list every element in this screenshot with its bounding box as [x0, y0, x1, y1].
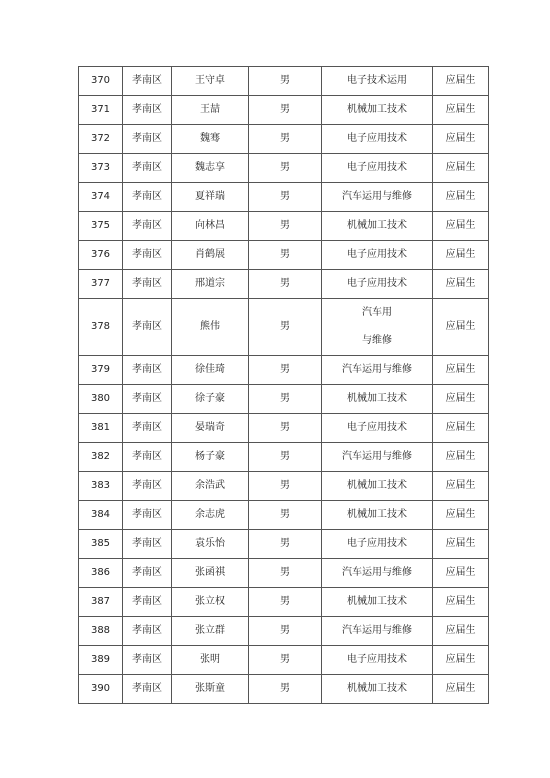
major-cell [322, 299, 433, 356]
row-number-cell: 386 [79, 559, 123, 588]
district-cell: 孝南区 [123, 96, 172, 125]
major-line: 电子应用技术 [347, 249, 407, 260]
table-row [79, 646, 489, 675]
student-name-cell: 杨子豪 [172, 443, 249, 472]
row-number-cell: 371 [79, 96, 123, 125]
row-number-cell: 387 [79, 588, 123, 617]
major-cell [322, 183, 433, 212]
major-cell [322, 443, 433, 472]
table-row [79, 501, 489, 530]
table-row [79, 559, 489, 588]
status-cell: 应届生 [433, 617, 489, 646]
gender-cell: 男 [249, 212, 322, 241]
major-cell [322, 646, 433, 675]
table-row [79, 443, 489, 472]
major-line: 电子应用技术 [347, 654, 407, 665]
table-row [79, 183, 489, 212]
table-row [79, 356, 489, 385]
major-cell [322, 530, 433, 559]
major-cell [322, 154, 433, 183]
student-name-cell: 熊伟 [172, 299, 249, 356]
table-row [79, 125, 489, 154]
district-cell: 孝南区 [123, 530, 172, 559]
table-row [79, 588, 489, 617]
gender-cell: 男 [249, 125, 322, 154]
status-cell: 应届生 [433, 183, 489, 212]
district-cell: 孝南区 [123, 356, 172, 385]
gender-cell: 男 [249, 414, 322, 443]
status-cell: 应届生 [433, 299, 489, 356]
major-line: 电子应用技术 [347, 162, 407, 173]
table-row [79, 96, 489, 125]
major-line: 汽车运用与维修 [342, 567, 412, 578]
row-number-cell: 388 [79, 617, 123, 646]
major-line: 机械加工技术 [347, 480, 407, 491]
row-number-cell: 381 [79, 414, 123, 443]
row-number-cell: 373 [79, 154, 123, 183]
student-name-cell: 张明 [172, 646, 249, 675]
district-cell: 孝南区 [123, 385, 172, 414]
student-name-cell: 夏祥瑞 [172, 183, 249, 212]
table-row [79, 414, 489, 443]
gender-cell: 男 [249, 443, 322, 472]
table-row [79, 212, 489, 241]
student-name-cell: 魏志享 [172, 154, 249, 183]
major-line: 汽车运用与维修 [342, 451, 412, 462]
major-line: 汽车用 [362, 307, 392, 318]
status-cell: 应届生 [433, 472, 489, 501]
status-cell: 应届生 [433, 356, 489, 385]
major-line: 机械加工技术 [347, 509, 407, 520]
district-cell: 孝南区 [123, 241, 172, 270]
status-cell: 应届生 [433, 96, 489, 125]
gender-cell: 男 [249, 356, 322, 385]
major-cell [322, 385, 433, 414]
district-cell: 孝南区 [123, 270, 172, 299]
student-name-cell: 余志虎 [172, 501, 249, 530]
district-cell: 孝南区 [123, 588, 172, 617]
gender-cell: 男 [249, 96, 322, 125]
gender-cell: 男 [249, 270, 322, 299]
major-cell [322, 675, 433, 704]
table-row [79, 617, 489, 646]
gender-cell: 男 [249, 501, 322, 530]
major-line: 汽车运用与维修 [342, 364, 412, 375]
status-cell: 应届生 [433, 588, 489, 617]
gender-cell: 男 [249, 472, 322, 501]
major-cell [322, 617, 433, 646]
row-number-cell: 382 [79, 443, 123, 472]
status-cell: 应届生 [433, 385, 489, 414]
status-cell: 应届生 [433, 241, 489, 270]
gender-cell: 男 [249, 617, 322, 646]
student-name-cell: 张立权 [172, 588, 249, 617]
major-line: 电子技术运用 [347, 75, 407, 86]
table-row [79, 472, 489, 501]
student-name-cell: 张函祺 [172, 559, 249, 588]
student-name-cell: 晏瑞奇 [172, 414, 249, 443]
student-name-cell: 肖鹤展 [172, 241, 249, 270]
roster-body [79, 67, 489, 704]
student-name-cell: 张斯童 [172, 675, 249, 704]
row-number-cell: 372 [79, 125, 123, 154]
major-line: 电子应用技术 [347, 278, 407, 289]
district-cell: 孝南区 [123, 299, 172, 356]
status-cell: 应届生 [433, 501, 489, 530]
major-cell [322, 241, 433, 270]
status-cell: 应届生 [433, 212, 489, 241]
student-name-cell: 魏骞 [172, 125, 249, 154]
status-cell: 应届生 [433, 125, 489, 154]
status-cell: 应届生 [433, 443, 489, 472]
district-cell: 孝南区 [123, 646, 172, 675]
district-cell: 孝南区 [123, 125, 172, 154]
student-name-cell: 邢道宗 [172, 270, 249, 299]
row-number-cell: 389 [79, 646, 123, 675]
major-line: 电子应用技术 [347, 538, 407, 549]
district-cell: 孝南区 [123, 212, 172, 241]
status-cell: 应届生 [433, 530, 489, 559]
gender-cell: 男 [249, 241, 322, 270]
major-cell [322, 67, 433, 96]
student-name-cell: 徐子豪 [172, 385, 249, 414]
row-number-cell: 377 [79, 270, 123, 299]
gender-cell: 男 [249, 67, 322, 96]
status-cell: 应届生 [433, 559, 489, 588]
district-cell: 孝南区 [123, 617, 172, 646]
major-cell [322, 501, 433, 530]
row-number-cell: 383 [79, 472, 123, 501]
row-number-cell: 379 [79, 356, 123, 385]
major-cell [322, 212, 433, 241]
status-cell: 应届生 [433, 646, 489, 675]
major-cell [322, 588, 433, 617]
district-cell: 孝南区 [123, 472, 172, 501]
gender-cell: 男 [249, 154, 322, 183]
major-line: 机械加工技术 [347, 393, 407, 404]
table-row [79, 299, 489, 356]
row-number-cell: 375 [79, 212, 123, 241]
table-row [79, 385, 489, 414]
status-cell: 应届生 [433, 154, 489, 183]
major-cell [322, 356, 433, 385]
district-cell: 孝南区 [123, 675, 172, 704]
gender-cell: 男 [249, 588, 322, 617]
major-line: 机械加工技术 [347, 683, 407, 694]
major-cell [322, 559, 433, 588]
row-number-cell: 378 [79, 299, 123, 356]
major-line: 电子应用技术 [347, 133, 407, 144]
major-cell [322, 414, 433, 443]
table-row [79, 270, 489, 299]
student-name-cell: 余浩武 [172, 472, 249, 501]
district-cell: 孝南区 [123, 559, 172, 588]
status-cell: 应届生 [433, 270, 489, 299]
student-name-cell: 王喆 [172, 96, 249, 125]
gender-cell: 男 [249, 183, 322, 212]
table-row [79, 530, 489, 559]
major-line: 电子应用技术 [347, 422, 407, 433]
district-cell: 孝南区 [123, 414, 172, 443]
gender-cell: 男 [249, 675, 322, 704]
gender-cell: 男 [249, 530, 322, 559]
major-cell [322, 96, 433, 125]
student-name-cell: 王守卓 [172, 67, 249, 96]
row-number-cell: 370 [79, 67, 123, 96]
student-name-cell: 向林昌 [172, 212, 249, 241]
district-cell: 孝南区 [123, 501, 172, 530]
major-cell [322, 472, 433, 501]
table-row [79, 67, 489, 96]
student-roster-table [78, 66, 489, 704]
table-row [79, 241, 489, 270]
student-name-cell: 张立群 [172, 617, 249, 646]
table-row [79, 675, 489, 704]
gender-cell: 男 [249, 385, 322, 414]
gender-cell: 男 [249, 559, 322, 588]
student-name-cell: 袁乐怡 [172, 530, 249, 559]
row-number-cell: 380 [79, 385, 123, 414]
major-line: 汽车运用与维修 [342, 625, 412, 636]
gender-cell: 男 [249, 646, 322, 675]
status-cell: 应届生 [433, 67, 489, 96]
major-cell [322, 270, 433, 299]
district-cell: 孝南区 [123, 183, 172, 212]
district-cell: 孝南区 [123, 67, 172, 96]
district-cell: 孝南区 [123, 443, 172, 472]
major-line: 与维修 [362, 335, 392, 346]
major-line: 机械加工技术 [347, 596, 407, 607]
gender-cell: 男 [249, 299, 322, 356]
district-cell: 孝南区 [123, 154, 172, 183]
status-cell: 应届生 [433, 675, 489, 704]
row-number-cell: 374 [79, 183, 123, 212]
table-row [79, 154, 489, 183]
major-line: 汽车运用与维修 [342, 191, 412, 202]
major-cell [322, 125, 433, 154]
row-number-cell: 384 [79, 501, 123, 530]
row-number-cell: 385 [79, 530, 123, 559]
status-cell: 应届生 [433, 414, 489, 443]
major-line: 机械加工技术 [347, 220, 407, 231]
row-number-cell: 390 [79, 675, 123, 704]
major-line: 机械加工技术 [347, 104, 407, 115]
student-name-cell: 徐佳琦 [172, 356, 249, 385]
row-number-cell: 376 [79, 241, 123, 270]
